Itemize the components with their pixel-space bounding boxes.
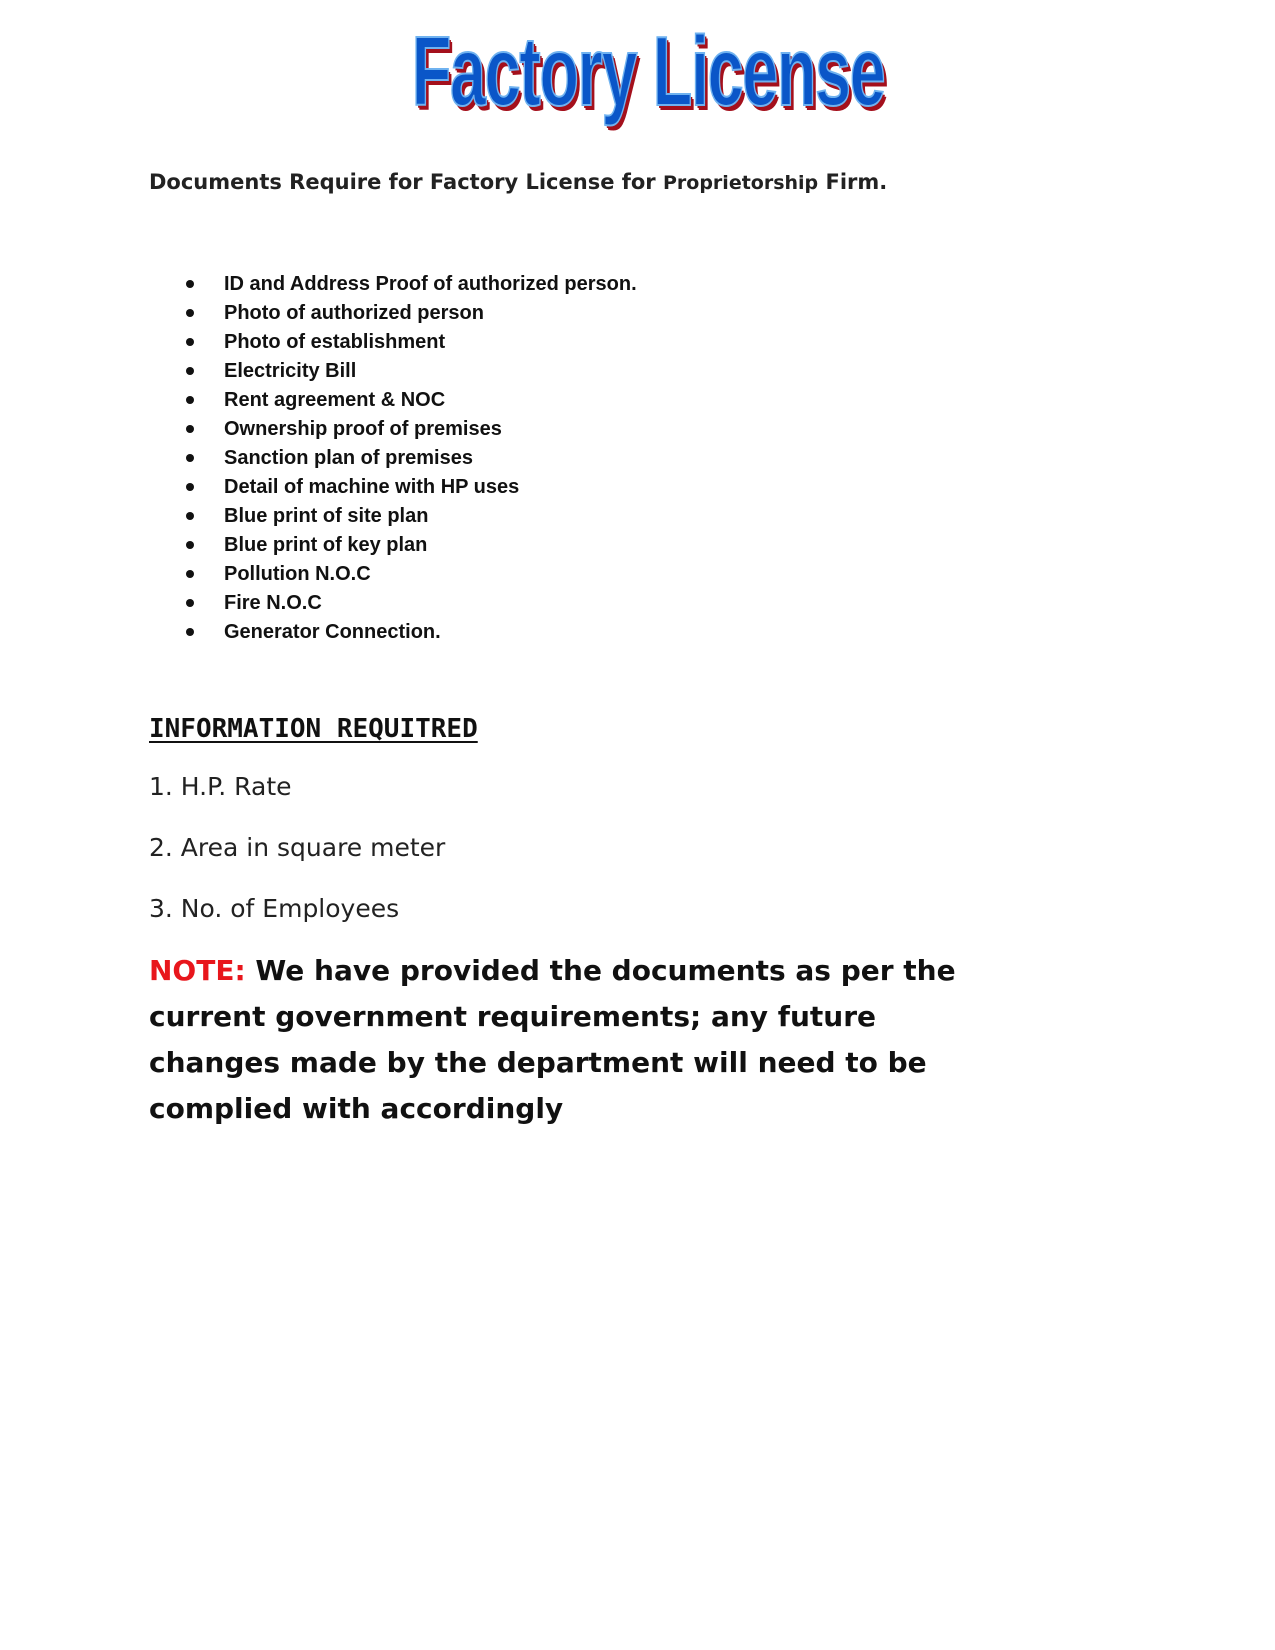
document-item-text: Sanction plan of premises (224, 447, 473, 469)
bullet-icon (186, 396, 194, 404)
document-item-text: Pollution N.O.C (224, 563, 371, 585)
bullet-icon (186, 425, 194, 433)
bullet-icon (186, 367, 194, 375)
document-item-text: Ownership proof of premises (224, 418, 502, 440)
document-item-text: ID and Address Proof of authorized person. (224, 273, 637, 295)
list-item (186, 473, 637, 502)
document-item-text: Fire N.O.C (224, 592, 322, 614)
list-item (186, 560, 637, 589)
bullet-icon (186, 541, 194, 549)
list-item (186, 328, 637, 357)
list-item (186, 531, 637, 560)
required-documents-list (186, 270, 637, 647)
list-item (186, 502, 637, 531)
document-item-text: Blue print of key plan (224, 534, 428, 556)
list-item (186, 299, 637, 328)
list-item (186, 415, 637, 444)
note-paragraph (149, 948, 1009, 1132)
information-item: 1. H.P. Rate (149, 772, 292, 801)
document-item-text: Electricity Bill (224, 360, 357, 382)
list-item (186, 589, 637, 618)
list-item (186, 270, 637, 299)
title-banner (0, 16, 1275, 126)
bullet-icon (186, 338, 194, 346)
bullet-icon (186, 599, 194, 607)
bullet-icon (186, 483, 194, 491)
document-item-text: Rent agreement & NOC (224, 389, 446, 411)
subtitle-main: Documents Require for Factory License for (149, 170, 663, 194)
document-item-text: Detail of machine with HP uses (224, 476, 520, 498)
documents-subtitle (149, 170, 887, 194)
subtitle-end: Firm. (818, 170, 888, 194)
information-item: 2. Area in square meter (149, 833, 446, 862)
information-list (149, 772, 445, 955)
subtitle-firm-type: Proprietorship (662, 172, 819, 194)
list-item (186, 386, 637, 415)
list-item (186, 618, 637, 647)
list-item (186, 357, 637, 386)
bullet-icon (186, 309, 194, 317)
bullet-icon (186, 512, 194, 520)
bullet-icon (186, 570, 194, 578)
document-item-text: Photo of authorized person (224, 302, 484, 324)
document-item-text: Photo of establishment (224, 331, 446, 353)
information-heading: INFORMATION REQUITRED (149, 714, 478, 744)
note-text: We have provided the documents as per the current government requirements; any future changes made by the department will need to be complied with accordingly (149, 954, 956, 1125)
note-label: NOTE: (149, 954, 246, 987)
bullet-icon (186, 280, 194, 288)
information-item: 3. No. of Employees (149, 894, 400, 923)
list-item (186, 444, 637, 473)
document-item-text: Blue print of site plan (224, 505, 429, 527)
page-title: Factory License (412, 16, 885, 126)
bullet-icon (186, 628, 194, 636)
document-item-text: Generator Connection. (224, 621, 441, 643)
bullet-icon (186, 454, 194, 462)
